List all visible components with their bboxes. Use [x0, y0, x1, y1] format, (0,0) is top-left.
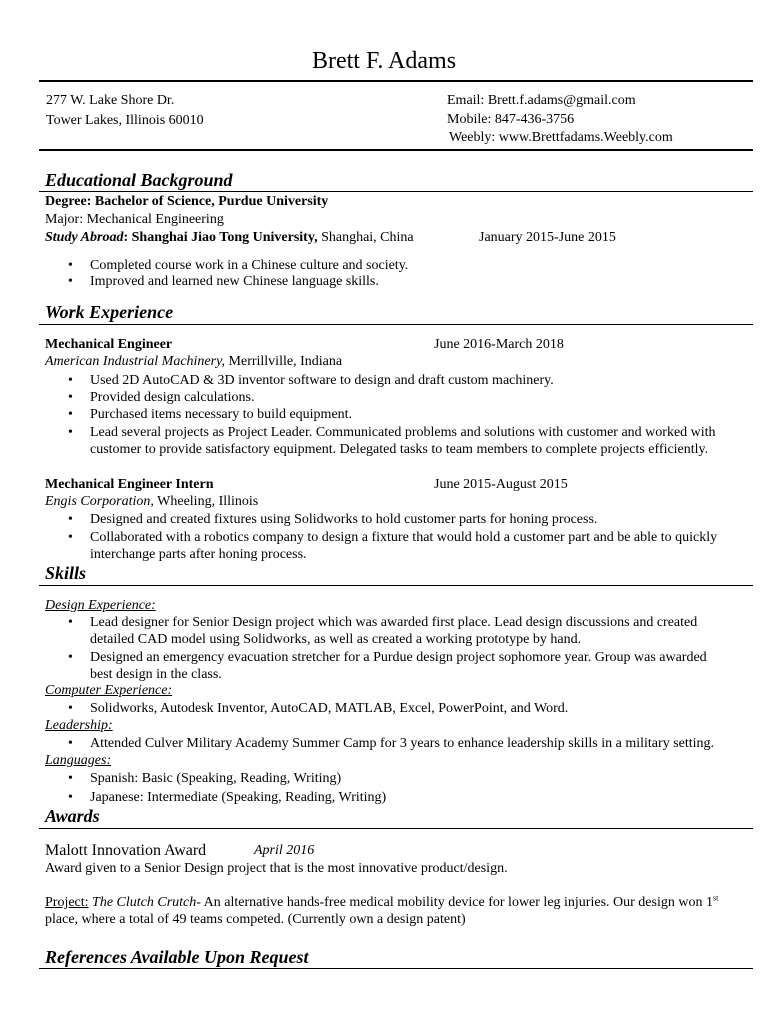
job-title: Mechanical Engineer — [45, 337, 173, 352]
job-bullet: Designed and created fixtures using Solidworks to hold customer parts for honing process. — [90, 512, 598, 527]
leadership-bullet: Attended Culver Military Academy Summer Camp for 3 years to enhance leadership skills in a military setting. — [90, 736, 715, 751]
skills-heading: Skills — [45, 563, 87, 583]
job-company — [45, 493, 258, 510]
languages-label: Languages: — [45, 753, 112, 768]
project-ordinal-suffix: st — [712, 893, 719, 903]
email: Email: Brett.f.adams@gmail.com — [447, 93, 636, 108]
address-line-1: 277 W. Lake Shore Dr. — [46, 93, 175, 108]
project-line-1 — [45, 894, 718, 911]
award-name: Malott Innovation Award — [45, 842, 207, 859]
weebly-link: Weebly: www.Brettfadams.Weebly.com — [449, 130, 673, 145]
job-bullet: Used 2D AutoCAD & 3D inventor software to design and draft custom machinery. — [90, 373, 554, 388]
study-abroad-city: Shanghai, China — [317, 230, 414, 245]
study-abroad — [45, 229, 414, 246]
design-bullet: Lead designer for Senior Design project which was awarded first place. Lead design discussions and created detailed CAD model using Solidworks, as well as created a working prototype by hand. — [90, 615, 698, 647]
job-location: Merrillville, Indiana — [225, 354, 343, 369]
bullet: • — [68, 771, 73, 786]
address-line-2: Tower Lakes, Illinois 60010 — [46, 113, 204, 128]
bullet: • — [68, 530, 73, 545]
project-line-2: place, where a total of 49 teams competed. (Currently own a design patent) — [45, 912, 466, 927]
leadership-label: Leadership: — [45, 718, 113, 733]
project-label: Project: — [45, 895, 89, 910]
computer-bullet: Solidworks, Autodesk Inventor, AutoCAD, MATLAB, Excel, PowerPoint, and Word. — [90, 701, 569, 716]
language-bullet: Japanese: Intermediate (Speaking, Reading, Writing) — [90, 790, 387, 805]
computer-experience-label: Computer Experience: — [45, 683, 173, 698]
bullet: • — [68, 373, 73, 388]
header-top-rule — [39, 80, 753, 82]
bullet: • — [68, 425, 73, 440]
skills-rule — [39, 585, 753, 586]
awards-heading: Awards — [45, 806, 100, 826]
language-bullet: Spanish: Basic (Speaking, Reading, Writing) — [90, 771, 342, 786]
job-bullet: Provided design calculations. — [90, 390, 255, 405]
job-company-name: Engis Corporation, — [45, 494, 154, 509]
bullet: • — [68, 701, 73, 716]
study-abroad-label: Study Abroad — [45, 230, 124, 245]
header-bottom-rule — [39, 149, 753, 151]
education-heading: Educational Background — [45, 170, 233, 190]
references-rule — [39, 968, 753, 969]
major: Major: Mechanical Engineering — [45, 212, 224, 227]
job-dates: June 2015-August 2015 — [434, 477, 568, 492]
references-heading: References Available Upon Request — [45, 947, 309, 967]
bullet: • — [68, 512, 73, 527]
job-bullet: Lead several projects as Project Leader. Communicated problems and solutions with customer and worked with customer to provide satisfactory equipment. Delegated tasks to team members to complete projects efficiently. — [90, 425, 716, 457]
degree: Degree: Bachelor of Science, Purdue University — [45, 194, 329, 209]
education-bullet: Improved and learned new Chinese language skills. — [90, 274, 379, 289]
award-date: April 2016 — [254, 843, 315, 858]
resume-name: Brett F. Adams — [311, 48, 457, 74]
bullet: • — [68, 274, 73, 289]
work-rule — [39, 324, 753, 325]
study-abroad-school: : Shanghai Jiao Tong University, — [123, 230, 318, 245]
bullet: • — [68, 790, 73, 805]
mobile: Mobile: 847-436-3756 — [447, 112, 575, 127]
job-title: Mechanical Engineer Intern — [45, 477, 214, 492]
design-experience-label: Design Experience: — [45, 598, 156, 613]
awards-rule — [39, 828, 753, 829]
job-company-name: American Industrial Machinery, — [45, 354, 226, 369]
job-bullet: Collaborated with a robotics company to design a fixture that would hold a customer part and be able to quickly interchange parts after honing process. — [90, 530, 718, 562]
bullet: • — [68, 407, 73, 422]
bullet: • — [68, 650, 73, 665]
bullet: • — [68, 615, 73, 630]
education-rule — [39, 191, 753, 192]
bullet: • — [68, 390, 73, 405]
bullet: • — [68, 736, 73, 751]
study-abroad-dates: January 2015-June 2015 — [479, 230, 616, 245]
education-bullet: Completed course work in a Chinese culture and society. — [90, 258, 409, 273]
project-name: The Clutch Crutch — [88, 895, 197, 910]
award-description: Award given to a Senior Design project that is the most innovative product/design. — [45, 861, 508, 876]
project-description: - An alternative hands-free medical mobility device for lower leg injuries. Our design won 1 — [196, 895, 713, 910]
job-dates: June 2016-March 2018 — [434, 337, 564, 352]
job-location: Wheeling, Illinois — [153, 494, 259, 509]
bullet: • — [68, 258, 73, 273]
work-heading: Work Experience — [45, 302, 174, 322]
design-bullet: Designed an emergency evacuation stretcher for a Purdue design project sophomore year. Group was awarded best design in the class. — [90, 650, 707, 682]
job-bullet: Purchased items necessary to build equipment. — [90, 407, 353, 422]
job-company — [45, 353, 342, 370]
